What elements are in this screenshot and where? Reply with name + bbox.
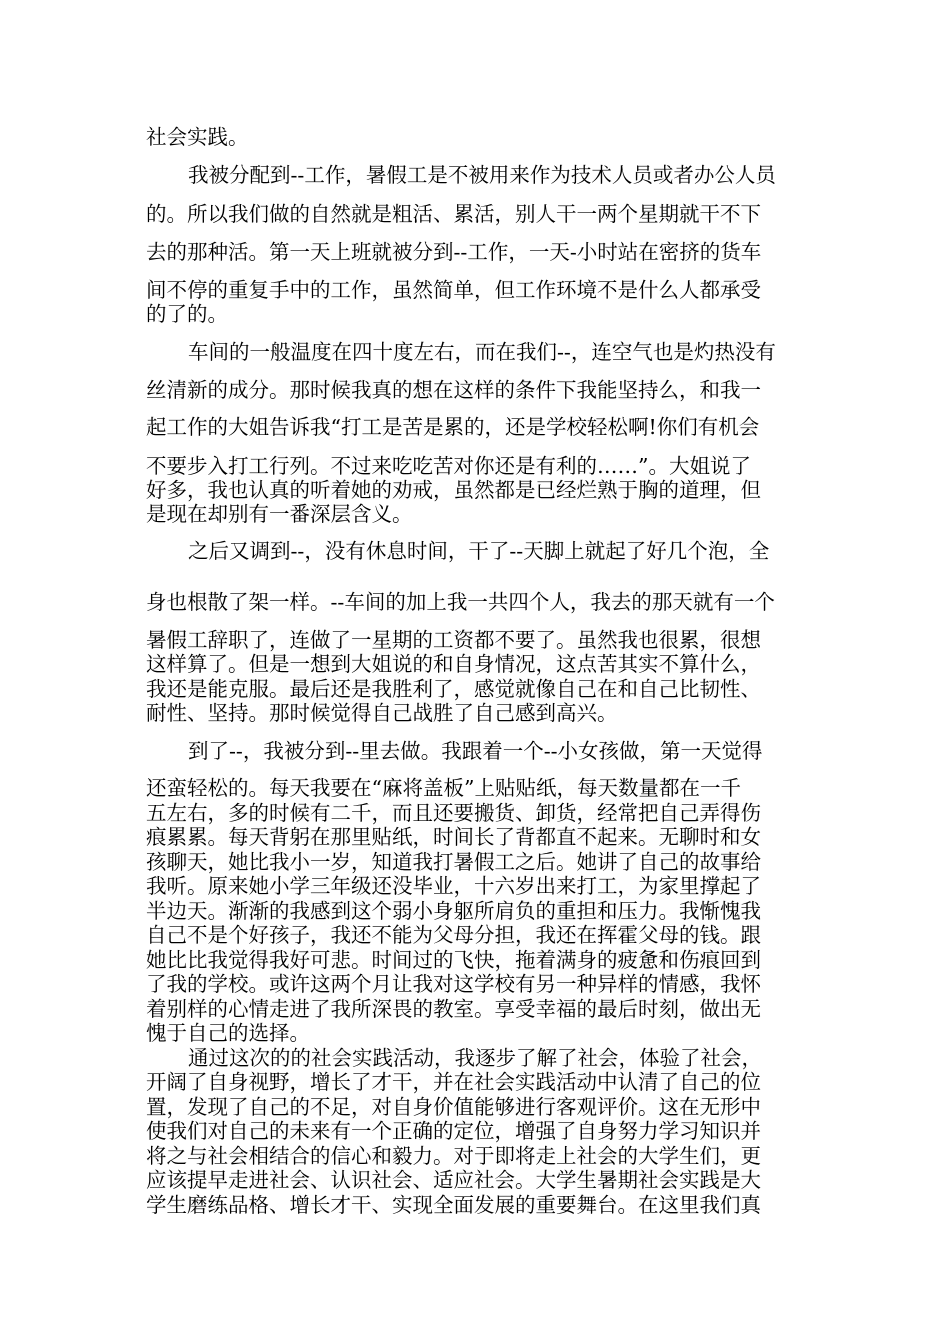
text-line: 社会实践。: [146, 125, 249, 149]
text-line: 她比比我觉得我好可悲。时间过的飞快，拖着满身的疲惫和伤痕回到: [146, 948, 761, 972]
text-line: 半边天。渐渐的我感到这个弱小身躯所肩负的重担和压力。我惭愧我: [146, 899, 761, 923]
text-line: 车间的一般温度在四十度左右，而在我们--，连空气也是灼热没有: [188, 340, 776, 364]
text-line: 去的那种活。第一天上班就被分到--工作，一天-小时站在密挤的货车: [146, 240, 762, 264]
text-line: 间不停的重复手中的工作，虽然简单，但工作环境不是什么人都承受: [146, 278, 761, 302]
text-line: 的了的。: [146, 302, 228, 326]
text-line: 到了--，我被分到--里去做。我跟着一个--小女孩做，第一天觉得: [188, 739, 763, 763]
text-line: 还蛮轻松的。每天我要在“麻将盖板”上贴贴纸，每天数量都在一千: [146, 776, 741, 800]
text-line: 置，发现了自己的不足，对自身价值能够进行客观评价。这在无形中: [146, 1095, 761, 1119]
text-line: 身也根散了架一样。--车间的加上我一共四个人，我去的那天就有一个: [146, 590, 775, 614]
text-line: 着别样的心情走进了我所深畏的教室。享受幸福的最后时刻，做出无: [146, 997, 761, 1021]
text-line: 痕累累。每天背躬在那里贴纸，时间长了背都直不起来。无聊时和女: [146, 825, 761, 849]
text-line: 不要步入打工行列。不过来吃吃苦对你还是有利的……”。大姐说了: [146, 454, 751, 478]
text-line: 开阔了自身视野，增长了才干，并在社会实践活动中认清了自己的位: [146, 1070, 761, 1094]
text-line: 丝清新的成分。那时候我真的想在这样的条件下我能坚持么，和我一: [146, 378, 761, 402]
text-line: 的。所以我们做的自然就是粗活、累活，别人干一两个星期就干不下: [146, 202, 761, 226]
text-line: 了我的学校。或许这两个月让我对这学校有另一种异样的情感，我怀: [146, 972, 761, 996]
text-line: 五左右，多的时候有二千，而且还要搬货、卸货，经常把自己弄得伤: [146, 801, 761, 825]
text-line: 使我们对自己的未来有一个正确的定位，增强了自身努力学习知识并: [146, 1119, 761, 1143]
text-line: 通过这次的的社会实践活动，我逐步了解了社会，体验了社会，: [188, 1046, 762, 1070]
text-line: 耐性、坚持。那时候觉得自己战胜了自己感到高兴。: [146, 701, 618, 725]
text-line: 将之与社会相结合的信心和毅力。对于即将走上社会的大学生们，更: [146, 1144, 761, 1168]
text-line: 之后又调到--，没有休息时间，干了--天脚上就起了好几个泡，全: [188, 539, 770, 563]
text-line: 自己不是个好孩子，我还不能为父母分担，我还在挥霍父母的钱。跟: [146, 923, 761, 947]
text-line: 是现在却别有一番深层含义。: [146, 502, 413, 526]
text-line: 我听。原来她小学三年级还没毕业，十六岁出来打工，为家里撑起了: [146, 874, 761, 898]
text-line: 应该提早走进社会、认识社会、适应社会。大学生暑期社会实践是大: [146, 1168, 761, 1192]
text-line: 孩聊天，她比我小一岁，知道我打暑假工之后。她讲了自己的故事给: [146, 850, 761, 874]
text-line: 学生磨练品格、增长才干、实现全面发展的重要舞台。在这里我们真: [146, 1193, 761, 1217]
text-line: 暑假工辞职了，连做了一星期的工资都不要了。虽然我也很累，很想: [146, 628, 761, 652]
text-line: 起工作的大姐告诉我“打工是苦是累的，还是学校轻松啊!你们有机会: [146, 415, 760, 439]
text-line: 我还是能克服。最后还是我胜利了，感觉就像自己在和自己比韧性、: [146, 677, 761, 701]
text-line: 愧于自己的选择。: [146, 1021, 310, 1045]
text-line: 我被分配到--工作，暑假工是不被用来作为技术人员或者办公人员: [188, 163, 776, 187]
text-line: 好多，我也认真的听着她的劝戒，虽然都是已经烂熟于胸的道理，但: [146, 478, 761, 502]
text-line: 这样算了。但是一想到大姐说的和自身情况，这点苦其实不算什么，: [146, 652, 761, 676]
